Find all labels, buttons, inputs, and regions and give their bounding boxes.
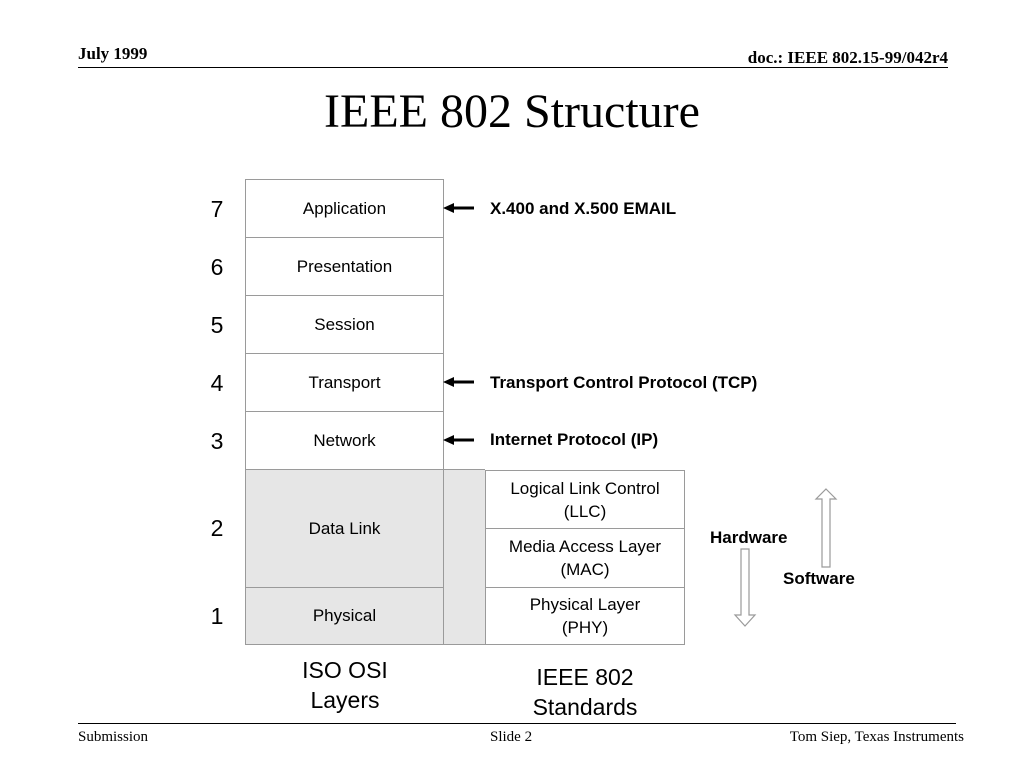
osi-layer-network <box>245 411 444 470</box>
osi-layer-application <box>245 179 444 238</box>
osi-caption-line2: Layers <box>310 687 380 713</box>
ieee-box-title: Logical Link Control <box>510 478 660 498</box>
ieee-box-abbrev: (PHY) <box>561 618 609 637</box>
software-label: Software <box>783 569 855 588</box>
ieee-box-phy <box>485 587 685 645</box>
osi-layer-label: Application <box>302 198 387 218</box>
up-arrow-icon <box>812 486 840 570</box>
annotation-ip: Internet Protocol (IP) <box>490 430 659 449</box>
ieee-box-title: Physical Layer <box>529 595 641 614</box>
footer-author: Tom Siep, Texas Instruments <box>789 729 964 745</box>
osi-layer-physical <box>245 587 444 645</box>
layer-number-7: 7 <box>210 196 224 222</box>
layer-number-3: 3 <box>210 428 224 454</box>
arrow-network-icon <box>440 432 476 448</box>
osi-layer-label: Session <box>314 314 375 334</box>
layer-number-6: 6 <box>210 254 224 280</box>
layer-number-2: 2 <box>210 515 224 541</box>
header-divider <box>78 67 948 68</box>
osi-layer-label: Network <box>313 430 376 450</box>
ieee-box-title: Media Access Layer <box>508 537 662 556</box>
osi-layer-label: Data Link <box>308 518 381 538</box>
layer-number-1: 1 <box>210 603 224 629</box>
osi-layer-data-link <box>245 469 444 588</box>
slide-title: IEEE 802 Structure <box>324 85 700 138</box>
footer-submission: Submission <box>78 729 149 745</box>
osi-layer-label: Presentation <box>296 256 393 276</box>
osi-layer-label: Physical <box>312 606 377 625</box>
osi-layer-presentation <box>245 237 444 296</box>
header-date: July 1999 <box>78 44 148 63</box>
osi-caption-line1: ISO OSI <box>302 657 388 683</box>
osi-layer-label: Transport <box>308 372 381 392</box>
footer-slide-number: Slide 2 <box>490 729 533 745</box>
annotation-email: X.400 and X.500 EMAIL <box>490 199 677 218</box>
ieee-box-llc <box>485 470 685 529</box>
annotation-tcp: Transport Control Protocol (TCP) <box>490 373 758 392</box>
arrow-transport-icon <box>440 374 476 390</box>
ieee-caption-line2: Standards <box>532 694 638 720</box>
ieee-caption <box>505 662 665 722</box>
layer-number-4: 4 <box>210 370 224 396</box>
osi-layer-transport <box>245 353 444 412</box>
header-doc-id: doc.: IEEE 802.15-99/042r4 <box>747 48 948 67</box>
osi-layer-session <box>245 295 444 354</box>
ieee-caption-line1: IEEE 802 <box>536 664 634 690</box>
ieee-box-abbrev: (LLC) <box>563 501 607 521</box>
down-arrow-icon <box>731 547 759 629</box>
hardware-label: Hardware <box>710 528 788 547</box>
layer-number-5: 5 <box>210 312 224 338</box>
ieee-box-mac <box>485 528 685 588</box>
layer-bridge <box>444 469 485 645</box>
footer-divider <box>78 723 956 724</box>
arrow-application-icon <box>440 200 476 216</box>
osi-caption <box>265 655 425 715</box>
ieee-box-abbrev: (MAC) <box>560 560 610 579</box>
